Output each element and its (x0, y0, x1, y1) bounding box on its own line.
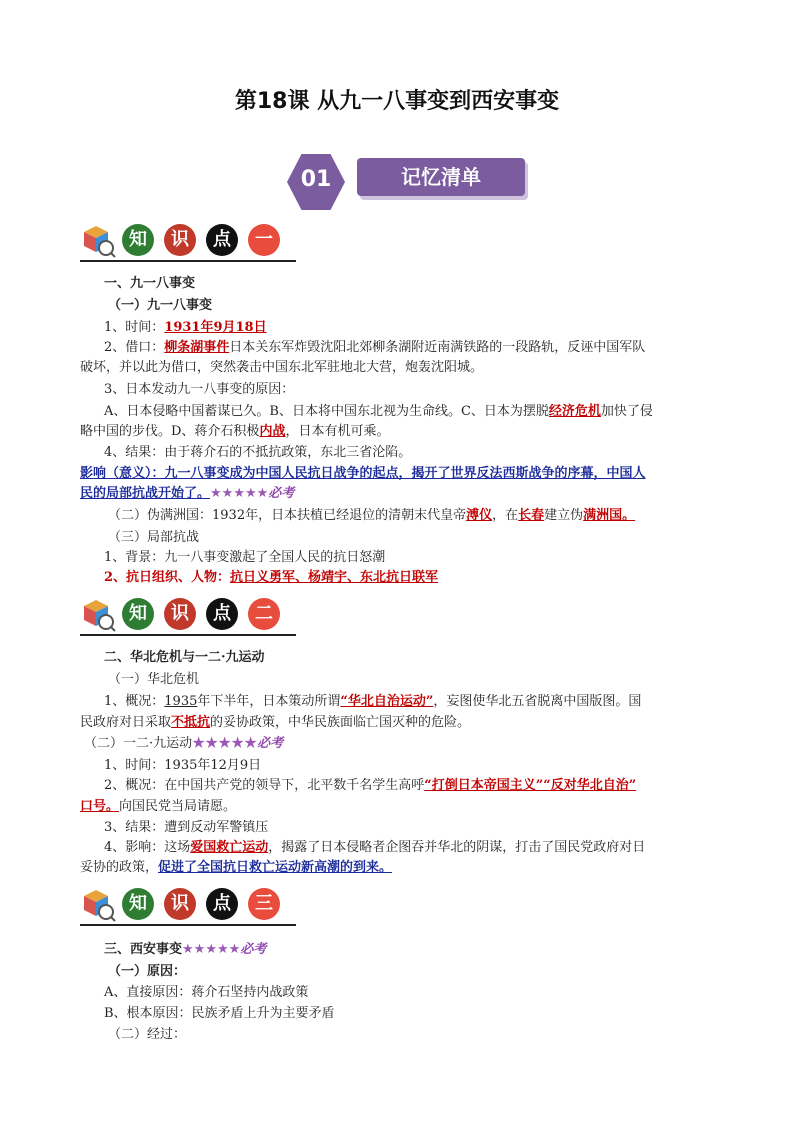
star-rating: ★★★★★ (192, 736, 258, 751)
kp-char-zhi: 知 (122, 888, 154, 920)
kp-underline (80, 924, 296, 926)
kp-char-number: 二 (248, 598, 280, 630)
kp-underline (80, 634, 296, 636)
knowledge-point-header-3 (80, 884, 296, 924)
s1-result: 4、结果：由于蒋介石的不抵抗政策，东北三省沦陷。 (104, 445, 412, 460)
kp-char-shi: 识 (164, 224, 196, 256)
kp-char-number: 三 (248, 888, 280, 920)
s1-time: 1、时间：1931年9月18日 (104, 320, 267, 335)
s3-sub2: （二）经过： (108, 1027, 187, 1042)
s2-general: 2、概况：在中国共产党的领导下，北平数千名学生高呼“打倒日本帝国主义”“反对华北自治” (104, 778, 637, 793)
kp-char-shi: 识 (164, 598, 196, 630)
star-rating: ★★★★★ (210, 486, 269, 501)
cube-icon (80, 222, 116, 258)
s1-background: 1、背景：九一八事变激起了全国人民的抗日怒潮 (104, 550, 386, 565)
cube-icon (80, 596, 116, 632)
s3-direct-cause: A、直接原因：蒋介石坚持内战政策 (104, 985, 309, 1000)
s2-time: 1、时间：1935年12月9日 (104, 758, 262, 773)
badge-number: 01 (300, 167, 332, 192)
s2-overview-line2: 民政府对日采取不抵抗的妥协政策，中华民族面临亡国灭种的危险。 (80, 715, 471, 730)
s1-puppet-state: （二）伪满洲国：1932年，日本扶植已经退位的清朝末代皇帝溥仪，在长春建立伪满洲国。 (108, 508, 636, 523)
s2-sub2: （二）一二·九运动★★★★★必考 (84, 736, 284, 751)
s2-result: 3、结果：遭到反动军警镇压 (104, 820, 269, 835)
section-badge (287, 154, 567, 210)
kp-char-zhi: 知 (122, 224, 154, 256)
kp-char-number: 一 (248, 224, 280, 256)
s1-reason-title: 3、日本发动九一八事变的原因： (104, 382, 295, 397)
badge-label: 记忆清单 (401, 165, 481, 189)
s2-impact: 4、影响：这场爱国救亡运动，揭露了日本侵略者企图吞并华北的阴谋，打击了国民党政府对日 (104, 840, 646, 855)
knowledge-point-header-2 (80, 594, 296, 634)
kp-char-dian: 点 (206, 888, 238, 920)
kp-char-dian: 点 (206, 598, 238, 630)
s2-impact-line2: 妥协的政策，促进了全国抗日救亡运动新高潮的到来。 (80, 860, 393, 875)
section-2-heading: 二、华北危机与一二·九运动 (104, 650, 265, 665)
s1-reason-line2: 略中国的步伐。D、蒋介石积极内战，日本有机可乘。 (80, 424, 390, 439)
page-title: 第18课 从九一八事变到西安事变 (234, 89, 560, 114)
s1-sub1: （一）九一八事变 (108, 298, 213, 313)
kp-char-shi: 识 (164, 888, 196, 920)
kp-char-zhi: 知 (122, 598, 154, 630)
s1-organizations: 2、抗日组织、人物：抗日义勇军、杨靖宇、东北抗日联军 (104, 570, 439, 585)
kp-char-dian: 点 (206, 224, 238, 256)
kp-underline (80, 260, 296, 262)
s2-overview: 1、概况：1935年下半年，日本策动所谓“华北自治运动”，妄图使华北五省脱离中国版图。国 (104, 694, 642, 709)
cube-icon (80, 886, 116, 922)
section-1-heading: 一、九一八事变 (104, 276, 196, 291)
knowledge-point-header-1 (80, 220, 296, 260)
s2-general-line2: 口号。向国民党当局请愿。 (80, 799, 237, 814)
badge-label-box (357, 158, 525, 196)
s1-pretext-line2: 破坏，并以此为借口，突然袭击中国东北军驻地北大营，炮轰沈阳城。 (80, 360, 484, 375)
s1-pretext: 2、借口：柳条湖事件日本关东军炸毁沈阳北郊柳条湖附近南满铁路的一段路轨，反诬中国军队 (104, 340, 646, 355)
section-3-heading: 三、西安事变★★★★★必考 (104, 942, 267, 957)
s1-reason-line1: A、日本侵略中国蓄谋已久。B、日本将中国东北视为生命线。C、日本为摆脱经济危机加快了侵 (104, 404, 653, 419)
s3-root-cause: B、根本原因：民族矛盾上升为主要矛盾 (104, 1006, 335, 1021)
star-rating: ★★★★★ (182, 942, 241, 957)
s3-sub1: （一）原因： (108, 964, 187, 979)
s1-impact-line2: 民的局部抗战开始了。★★★★★必考 (80, 486, 295, 501)
s1-impact-line1: 影响（意义）：九一八事变成为中国人民抗日战争的起点，揭开了世界反法西斯战争的序幕，中国人 (80, 466, 646, 481)
s2-sub1: （一）华北危机 (108, 672, 200, 687)
s1-sub3: （三）局部抗战 (108, 530, 200, 545)
